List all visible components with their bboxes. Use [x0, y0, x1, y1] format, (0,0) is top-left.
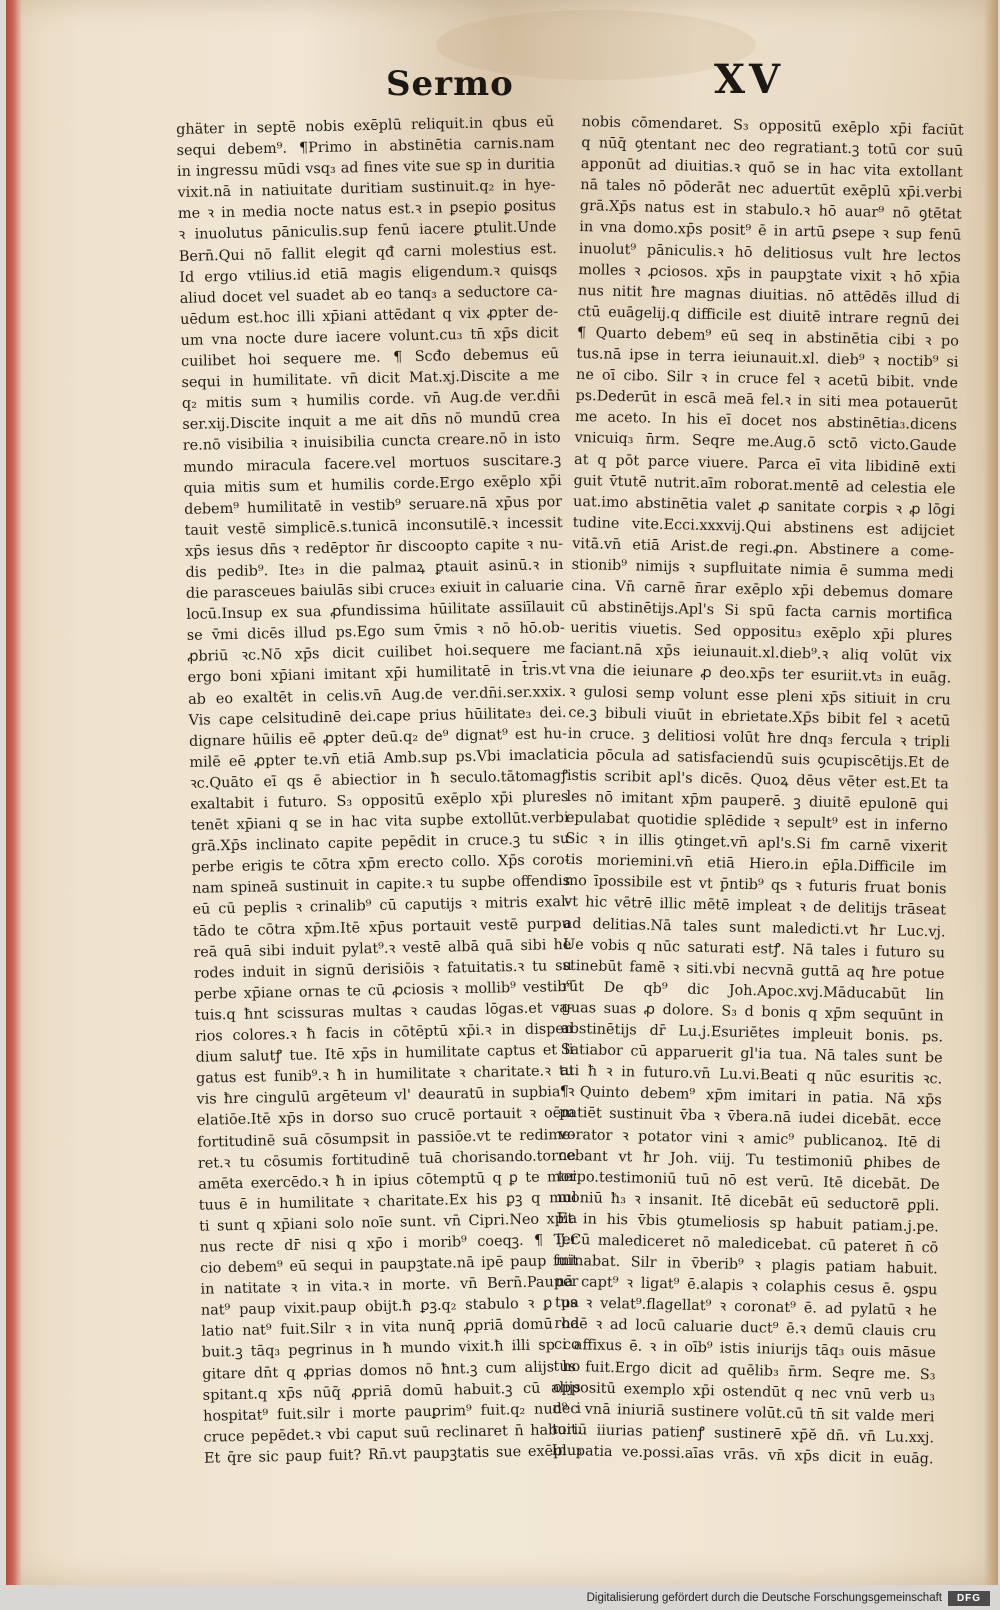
text-line: oppositū exemplo xp̄i ostendūt q nec vnū verb u₃ — [552, 1379, 936, 1404]
text-line: epulabat quotidie splēdide ꝛ sepult⁹ est in inferno — [565, 809, 949, 835]
text-line: patiēt sustinuit v̄ba ꝛ v̄bera.nā iudei dicebāt. ecce — [559, 1105, 942, 1130]
text-column-left — [176, 112, 582, 1470]
text-line: guit v̄tutē nutrit.aīm roborat.mentē ad celestia ele — [573, 472, 956, 498]
text-line: dignare hūilis eē ꝓpter deū.q₂ de⁹ dignat⁹ est hu- — [188, 725, 568, 750]
text-line: tus fuit.Ergo dicit ad quēlib₃ n̄rm. Seqre me. S₃ — [553, 1358, 936, 1383]
text-line: spitant.q xp̄s nūq̄ ꝓpriā domū habuit.ꝫ cū alijs — [202, 1379, 581, 1404]
text-line: vt hic vētrē illic mētē impleat ꝛ de delitijs trāseat — [563, 894, 947, 919]
text-line: cio debem⁹ eū sequi in paupꝫtate.nā ipē paup fuit — [199, 1252, 579, 1277]
text-line: se v̄mi dicēs illud ps.Ego sum v̄mis ꝛ nō hō.ob- — [186, 620, 565, 645]
text-line: ps.Dederūt in escā meā fel.ꝛ in siti mea potauerūt — [575, 388, 958, 413]
text-line: die parasceues baiulās sibi cruce₃ exiuit in caluarie — [185, 578, 565, 602]
text-line: aliud docet vel suadet ab eo tanq₃ a seductore ca- — [179, 282, 558, 307]
text-line: fortitudinē suā cōsumpsit in passiōe.vt te redime- — [197, 1126, 576, 1151]
text-line: nat⁹ paup vixit.paup obijt.ħ ꝑꝫ.q₂ stabulo ꝛ ꝑ pa — [200, 1295, 580, 1319]
text-line: locū.Insup ex sua ꝓfundissima hūilitate assiīlauit — [186, 599, 565, 624]
text-line: Id ergo vtilius.id etiā magis eligendum.ꝛ quisqs — [179, 261, 558, 286]
text-line: sequi in humilitate. vn̄ dicit Mat.xj.Discite a me — [181, 367, 560, 392]
running-head: Sermo — [386, 64, 514, 104]
text-line: vitā.vn̄ etiā Arist.de regi.ꝓn. Abstinere a come- — [572, 535, 955, 561]
text-line: perbe erigis te cōtra xp̄m erecto collo. Xp̄s coro- — [191, 852, 570, 877]
text-line: tus.nā ipse in terra ieiunauit.xl. dieb⁹ ꝛ noctib⁹ si — [576, 345, 959, 371]
text-line: ij.Cū malediceret nō maledicebat. cū pateret n̄ cō — [556, 1231, 939, 1257]
text-line: rodes induit in signū derisiōis ꝛ fatuitatis.ꝛ tu su — [193, 957, 572, 982]
text-line: nam spineā sustinuit in capite.ꝛ tu supbe offendis — [191, 873, 571, 898]
text-line: dis pedib⁹. Ite₃ in die palmaꝝ ꝑtauit asinū.ꝛ in — [185, 556, 564, 581]
text-line: vis ħre cingulū argēteum vl' deauratū in supbia ꝛ — [196, 1084, 575, 1109]
text-line: mundo miracula facere.vel mortuos suscitare.ꝫ — [183, 451, 562, 476]
text-line: tuis.q ħnt scissuras multas ꝛ caudas lōgas.et va- — [194, 999, 573, 1024]
text-line: Sic ꝛ in illis ꝯtinget.vn̄ apl's.Si fm carnē vixerit — [565, 831, 948, 856]
text-line: sequi debem⁹. ¶Primo in abstinētia carnis.nam — [176, 135, 555, 160]
text-line: hospitat⁹ fuit.silr i morte pauꝑrim⁹ fuit.q₂ nud⁹ i — [202, 1400, 582, 1425]
red-page-edge — [6, 0, 22, 1585]
text-line: milē eē ꝓpter te.vn̄ etiā Amb.sup ps.Vbi imaclati — [189, 746, 568, 771]
text-line: ꝛ inuolutus pāniculis.sup fenū iacere ꝑtulit.Unde — [178, 219, 557, 244]
text-line: ati ħ ꝛ in futuro.vn̄ Lu.vi.Beati q nūc esuritis ꝛc. — [560, 1062, 943, 1088]
text-line: tudine vite.Ecci.xxxvij.Qui abstinens est adijciet — [572, 514, 955, 540]
text-line: stionib⁹ nimijs ꝛ supfluitate nimia ē summa medi — [571, 556, 954, 582]
folio-number: XV — [714, 56, 785, 103]
text-line: quia mitis sum et humilis corde.Ergo exēplo xp̄i — [183, 472, 562, 497]
text-line: cia pōcula ad satisfaciendū suis ꝯcupiscētijs.Et de — [567, 746, 950, 772]
text-line: nā tales nō pōderāt nec aduertūt exēplū xp̄i.verbi — [580, 177, 963, 202]
funding-note: Digitalisierung gefördert durch die Deutsche Forschungsgemeinschaft — [586, 1592, 942, 1604]
text-line: q nūq̄ ꝯtentant nec deo regratiant.ꝫ totū cor suū — [581, 135, 964, 160]
text-line: Satiabor cū apparuerit gl'ia tua. Nā tales sunt be — [560, 1041, 943, 1067]
text-line: moniū ħ₃ ꝛ insanit. Itē dicebāt eū seductorē ꝑpli. — [557, 1189, 940, 1215]
text-line: ¶ Quarto debem⁹ eū seq in abstinētia cibi ꝛ po — [576, 324, 960, 350]
text-line: uat.imo abstinētia valet ꝓ sanitate corꝑis ꝛ ꝓ lōgi — [572, 493, 956, 519]
text-line: faciant.nā xp̄s ieiunauit.xl.dieb⁹.ꝛ aliq volūt vix — [569, 641, 952, 666]
text-line: ꝓbriū ꝛc.Nō xp̄s dicit cuilibet hoi.sequere me — [187, 641, 566, 666]
text-line: xp̄s iesus dn̄s ꝛ redēptor n̄r discoopto capite ꝛ nu- — [184, 535, 564, 560]
text-line: tenēt xp̄iani q se in hac vita supbe extollūt.verbi — [190, 810, 569, 834]
text-line: rodē ꝛ ad locū caluarie duct⁹ ē.ꝛ demū clauis cru — [554, 1316, 937, 1341]
text-line: ctū euāgelij.q difficile est diuitē intrare regnū dei — [577, 303, 960, 329]
text-line: Bern̄.Qui nō fallit elegit qđ carni molestius est. — [178, 240, 557, 265]
text-line: ergo boni xp̄iani imitant xp̄i humilitatē in t̄ris.vt — [187, 662, 566, 687]
text-line: Vis cape celsitudinē dei.cape prius hūilitate₃ dei. — [188, 704, 567, 729]
text-line: um vna nocte dure iacere volunt.cu₃ tn̄ xp̄s dicit — [180, 324, 559, 349]
text-line: toriū iiurias patienꝭ sustinerē xp̄ĕ dn̄. vn̄ Lu.xxj. — [551, 1421, 935, 1447]
text-line: tus ꝛ velat⁹.flagellat⁹ ꝛ coronat⁹ ē. ad pylatū ꝛ he — [554, 1294, 938, 1320]
dfg-logo: DFG — [948, 1591, 990, 1606]
text-line: nā capt⁹ ꝛ ligat⁹ ē.alapis ꝛ colaphis cesus ē. ꝯspu — [555, 1273, 938, 1299]
text-line: latio nat⁹ fuit.Silr ꝛ in vita nunq̄ ꝓpriā domū ha — [201, 1316, 580, 1341]
text-line: vnicuiq₃ n̄rm. Seqre me.Aug.ō sctō victo.Gaude — [574, 430, 957, 455]
text-line: me ꝛ in media nocte natus est.ꝛ in ꝑsepio ꝑositus — [177, 198, 557, 223]
text-line: rūt De qb⁹ dic Joh.Apoc.xvj.Māducabūt lin — [561, 978, 945, 1004]
text-line: cruce pepēdet.ꝛ vbi caput suū reclinaret n̄ habuit. — [203, 1421, 582, 1446]
text-line: ghäter in septē nobis exēplū reliquit.in qbus eū — [176, 114, 555, 138]
text-line: ad delitias.Nā tales sunt maledicti.vt ħr Luc.vj. — [563, 915, 946, 941]
text-line: cuilibet hoi sequere me. ¶ Scđo debemus eū — [180, 346, 560, 370]
text-line: q₂ mitis sum ꝛ humilis corde. vn̄ Aug.de ver.dn̄i — [181, 388, 561, 413]
text-line: minabat. Silr in v̄berib⁹ ꝛ plagis patiam habuit. — [555, 1252, 939, 1278]
text-line: abstinētijs dr̄ Lu.j.Esuriētes impleuit bonis. ps. — [561, 1020, 944, 1046]
text-line: ce.ꝫ bibuli viuūt in ebrietate.Xp̄s bibit fel ꝛ acetū — [568, 704, 951, 730]
text-line: ret.ꝛ tu cōsumis fortitudinē tuā chorisando.torne — [197, 1147, 576, 1172]
text-line: stinebūt famē ꝛ siti.vbi necvnā guttā aq ħre potue — [562, 957, 945, 983]
text-line: vixit.nā in natiuitate duritiam sustinuit.q₂ in hye- — [177, 177, 556, 202]
text-line: in vna domo.xp̄s posit⁹ ē in artū ꝑsepe ꝛ sup fenū — [579, 219, 962, 245]
text-column-right — [551, 112, 964, 1470]
text-line: eū cū peplis ꝛ crinalib⁹ cū caputijs ꝛ mitris exal- — [192, 894, 571, 919]
text-line: vorator ꝛ potator vini ꝛ amic⁹ publicanoꝝ. Itē di — [558, 1126, 941, 1151]
text-line: debem⁹ humilitatē in vestib⁹ seruare.nā xp̄us por — [183, 493, 563, 518]
text-line: re.nō visibilia ꝛ inuisibilia cuncta creare.nō in isto — [182, 430, 561, 455]
text-line: ¶ Quinto debem⁹ xp̄m imitari in patia. Nā xp̄s — [559, 1084, 942, 1109]
text-line: ueritis viuetis. Sed oppositu₃ exēplo xp̄i plures — [570, 620, 953, 645]
text-line: molles ꝛ ꝓciosos. xp̄s in paupꝫtate vixit ꝛ hō xp̄ia — [578, 261, 961, 287]
text-line: exaltabit i futuro. S₃ oppositū exēplo xp̄i plures — [190, 788, 569, 813]
text-line: in cruce. ꝫ delitiosi volūt ħre dnq₃ fercula ꝛ tripli — [567, 725, 950, 751]
text-line: nus nitit ħre magnas diuitias. nō attēdēs illud di — [577, 282, 961, 308]
text-line: ꝛc.Quāto eī qs ē abiectior in ħ seculo.tātomagꝭ — [189, 767, 568, 792]
text-line: mo īpossibile est vt p̄ntib⁹ qs ꝛ futuris fruat bonis — [564, 873, 947, 898]
text-line: cū abstinētijs.Apl's Si spū facta carnis mortifica — [570, 599, 953, 624]
text-line: buit.ꝫ tāq₃ pegrinus in ħ mundo vixit.ħ illi sp co — [201, 1337, 580, 1362]
text-line: In patia ve.possi.aīas vrās. vn̄ xp̄s dicit in euāg. — [551, 1442, 934, 1468]
text-line: Ue vobis q nūc saturati estꝭ. Nā tales i futuro su — [562, 936, 946, 962]
text-line: ci affixus ē. ꝛ in oīb⁹ istis iniurijs tāq₃ ouis māsue — [553, 1337, 937, 1362]
text-line: gitare dn̄t q ꝓprias domos nō ħnt.ꝫ cum alijs ho — [202, 1358, 581, 1383]
text-line: istis scribit apl's dicēs. Quoꝝ dēus vēter est.Et ta — [566, 767, 950, 793]
text-line: reā quā sibi induit pylat⁹.ꝛ vestē albā quā sibi he — [193, 936, 572, 961]
text-line: at q pōt parce viuere. Parca eī vita libidinē exti — [573, 451, 957, 477]
text-line: uēdum est.hoc illi xp̄iani attēdant q vix ꝓpter de- — [180, 303, 559, 328]
text-line: elatiōe.Itē xp̄s in dorso suo crucē portauit ꝛ oēm — [196, 1105, 576, 1130]
text-line: ti sunt q xp̄iani solo noīe sunt. vn̄ Cipri.Neo xp̄ia — [199, 1210, 578, 1235]
text-line: dium salutꝭ tue. Itē xp̄s in humilitate captus et li — [195, 1042, 574, 1066]
text-line: les nō imitant xp̄m pauperē. ꝫ diuitē epulonē qui — [566, 788, 949, 814]
text-line: cebant vt ħr Joh. viij. Tu testimoniū ꝑhibes de — [558, 1147, 941, 1172]
text-line: me aceto. In his eī docet nos abstinētia₃.dicens — [574, 409, 958, 434]
text-line: amēta exercēdo.ꝛ ħ in ipius cōtemptū q ꝑ te mor — [198, 1168, 577, 1193]
text-line: tauit vestē simplicē.s.tunicā inconsutilē.ꝛ incessit — [184, 514, 563, 539]
text-line: tādo te cōtra xp̄m.Itē xp̄us portauit vestē purpu — [192, 915, 572, 940]
text-line: Et q̄re sic paup fuit? Rn̄.vt paupꝫtatis sue exēplu₃ — [203, 1442, 583, 1467]
text-line: ne oī cibo. Silr ꝛ in cruce fel ꝛ acetū bibit. vnde — [575, 367, 959, 392]
text-line: ꝛ gulosi semp volunt esse pleni xp̄s sitiuit in cru — [568, 683, 951, 709]
text-line: apponūt ad diuitias.ꝛ quō se in hac vita extollant — [580, 156, 963, 181]
page-right-edge — [984, 0, 998, 1585]
text-line: in natitate ꝛ in vita.ꝛ in morte. vn̄ Bern̄.Pauper — [200, 1273, 579, 1298]
text-line: tis moriemini.vn̄ etiā Hiero.in ep̄la.Difficile im — [564, 852, 948, 877]
text-line: vna die ieiunare ꝓ deo.xp̄s ter esuriit.vt₃ in euāg. — [569, 662, 952, 687]
text-line: in ingressu mūdi vsq₃ ad fines vite sue sp in duritia — [176, 156, 556, 181]
text-line: ser.xij.Discite inquit a me ait dn̄s nō mundū crea — [182, 409, 561, 434]
text-line: inuolut⁹ pāniculis.ꝛ hō delitiosus vult ħre lectos — [578, 240, 961, 266]
footer-bar — [0, 1585, 1000, 1610]
book-page — [6, 0, 998, 1585]
text-line: cina. Vn̄ carnē n̄rar exēplo xp̄i debemus domare — [571, 577, 954, 603]
text-line: nec vnā iniuriā sustinere volūt.cū tn̄ sit valde meri — [552, 1400, 935, 1426]
text-line: teipo.testimoniū tuū nō est verū. Itē dicebāt. De — [557, 1168, 940, 1194]
text-line: gatus est funib⁹.ꝛ ħ in humilitate ꝛ charitate.ꝛ tu — [195, 1063, 575, 1088]
text-line: perbe xp̄iane ornas te cū ꝓciosis ꝛ mollib⁹ vestib⁹ — [194, 978, 573, 1003]
text-line: tuus ē in humilitate ꝛ charitate.Ex his ꝑꝫ q mul — [198, 1189, 577, 1214]
text-line: grā.Xp̄s inclinato capite pepēdit in cruce.ꝫ tu su — [191, 831, 570, 856]
text-line: nus recte dr̄ nisi q xp̄o i morib⁹ coeqꝫ. ¶ Ter — [199, 1231, 578, 1256]
text-line: Et in his v̄bis ꝯtumeliosis sp habuit patiam.j.pe. — [556, 1210, 939, 1236]
text-line: rios colores.ꝛ ħ facis in cōtēptū xp̄i.ꝛ in dispen — [195, 1020, 574, 1045]
text-line: ab eo exaltēt in celis.vn̄ Aug.de ver.dn̄i.ser.xxix. — [187, 683, 567, 708]
text-line: grā.Xp̄s natus est in stabulo.ꝛ hō auar⁹ nō ꝯtētat — [579, 198, 962, 224]
text-line: guas suas ꝓ dolore. S₃ d bonis q xp̄m sequūnt in — [561, 999, 944, 1025]
text-line: nobis cōmendaret. S₃ oppositū exēplo xp̄i faciūt — [581, 113, 964, 139]
